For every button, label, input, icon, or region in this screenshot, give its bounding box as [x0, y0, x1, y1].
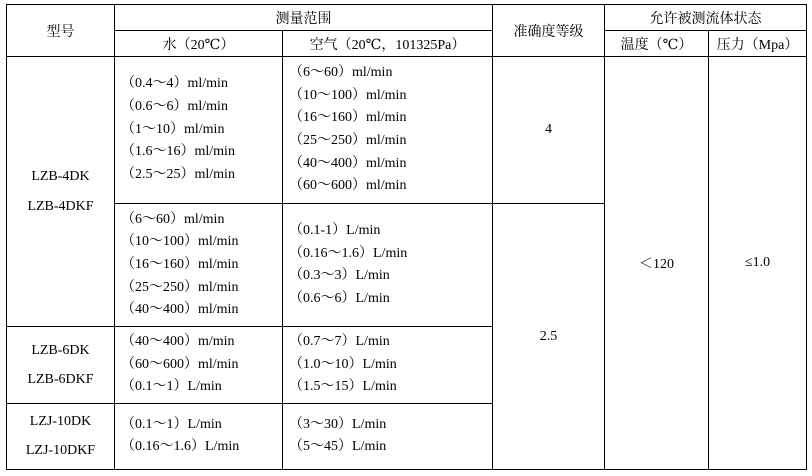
- range-value: （60～600）ml/min: [289, 178, 407, 194]
- specification-table: [6, 4, 807, 470]
- model-cell-lzj10: [7, 403, 115, 470]
- temperature-cell: ＜120: [605, 57, 709, 470]
- range-value: （6～60）ml/min: [289, 65, 393, 81]
- air-range-cell: [283, 403, 493, 470]
- range-value: （0.6～6）ml/min: [121, 99, 228, 115]
- header-air: 空气（20℃，101325Pa）: [283, 31, 493, 57]
- water-range-cell: [115, 204, 283, 327]
- range-value: （2.5～25）ml/min: [121, 167, 235, 183]
- range-value: （0.7～7）L/min: [289, 333, 390, 349]
- water-range-cell: [115, 327, 283, 403]
- range-value: （10～100）ml/min: [121, 234, 239, 250]
- range-value: （0.16～1.6）L/min: [289, 245, 408, 261]
- model-name: LZB-6DK: [31, 342, 90, 358]
- range-value: （0.4～4）ml/min: [121, 76, 228, 92]
- water-range-cell: [115, 403, 283, 470]
- range-value: （60～600）ml/min: [121, 356, 239, 372]
- range-value: （40～400）ml/min: [289, 155, 407, 171]
- model-cell-lzb4: [7, 57, 115, 327]
- range-value: （1.0～10）L/min: [289, 356, 397, 372]
- range-value: （0.6～6）L/min: [289, 290, 390, 306]
- accuracy-cell: 4: [493, 57, 605, 204]
- pressure-cell: ≤1.0: [709, 57, 807, 470]
- range-value: （1.5～15）L/min: [289, 379, 397, 395]
- table-header-row-2: [7, 31, 807, 57]
- model-name: LZB-4DKF: [27, 198, 94, 214]
- header-measuring-range: 测量范围: [115, 5, 493, 31]
- header-temperature: 温度（℃）: [605, 31, 709, 57]
- range-value: （10～100）ml/min: [289, 87, 407, 103]
- table-header-row-1: [7, 5, 807, 31]
- range-value: （1.6～16）ml/min: [121, 144, 235, 160]
- accuracy-cell: 2.5: [493, 204, 605, 470]
- range-value: （0.1～1）L/min: [121, 379, 222, 395]
- table-row: [7, 57, 807, 204]
- model-cell-lzb6: [7, 327, 115, 403]
- model-name: LZJ-10DKF: [25, 443, 96, 459]
- air-range-cell: [283, 204, 493, 327]
- header-pressure: 压力（Mpa）: [709, 31, 807, 57]
- range-value: （0.1～1）L/min: [121, 416, 222, 432]
- range-value: （16～160）ml/min: [289, 110, 407, 126]
- model-name: LZJ-10DK: [29, 413, 92, 429]
- header-accuracy-grade: 准确度等级: [493, 5, 605, 57]
- range-value: （16～160）ml/min: [121, 256, 239, 272]
- model-name: LZB-6DKF: [27, 371, 94, 387]
- model-name: LZB-4DK: [31, 169, 90, 185]
- range-value: （40～400）m/min: [121, 333, 235, 349]
- range-value: （0.1-1）L/min: [289, 222, 381, 238]
- range-value: （5～45）L/min: [289, 439, 387, 455]
- range-value: （1～10）ml/min: [121, 121, 225, 137]
- header-model: 型号: [7, 5, 115, 57]
- water-range-cell: [115, 57, 283, 204]
- range-value: （25～250）ml/min: [289, 133, 407, 149]
- range-value: （6～60）ml/min: [121, 211, 225, 227]
- range-value: （3～30）L/min: [289, 416, 387, 432]
- range-value: （0.3～3）L/min: [289, 268, 390, 284]
- range-value: （25～250）ml/min: [121, 279, 239, 295]
- header-fluid-condition: 允许被测流体状态: [605, 5, 807, 31]
- header-water: 水（20℃）: [115, 31, 283, 57]
- air-range-cell: [283, 327, 493, 403]
- air-range-cell: [283, 57, 493, 204]
- range-value: （40～400）ml/min: [121, 302, 239, 318]
- range-value: （0.16～1.6）L/min: [121, 439, 240, 455]
